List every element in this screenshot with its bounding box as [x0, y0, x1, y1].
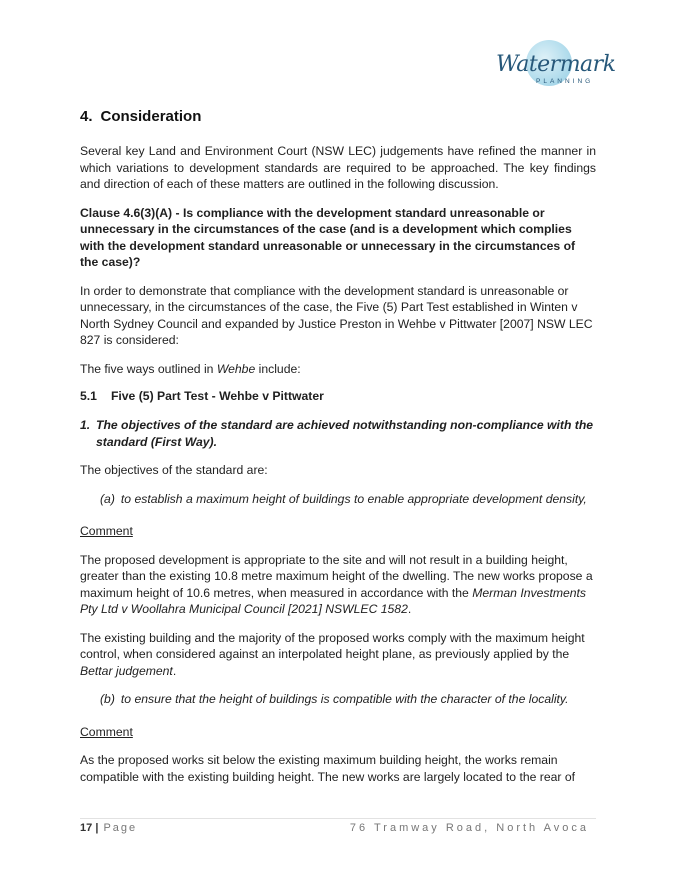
- subsection-number: 5.1: [80, 389, 97, 403]
- subsection-title: Five (5) Part Test - Wehbe v Pittwater: [110, 389, 324, 403]
- objective-b: [100, 691, 596, 708]
- comment-1-case: Merman Investments Pty Ltd v Woollahra Municipal Council [2021] NSWLEC 1582: [80, 585, 587, 616]
- logo-subtitle: PLANNING: [536, 78, 594, 85]
- objective-a: [100, 491, 596, 508]
- objective-a-marker: (a): [100, 491, 115, 506]
- footer-page-number: [80, 822, 137, 834]
- objective-b-marker: (b): [100, 692, 115, 706]
- page-number: 17: [80, 822, 93, 834]
- section-heading: [80, 108, 596, 125]
- section-title: Consideration: [100, 108, 202, 125]
- five-ways-text: The five ways outlined in: [80, 361, 217, 376]
- objective-b-text: to ensure that the height of buildings is compatible with the character of the locality.: [120, 692, 569, 706]
- comment-2-case: Bettar judgement: [80, 663, 173, 678]
- five-ways-case: Wehbe: [216, 361, 256, 376]
- list-item-text: The objectives of the standard are achieved notwithstanding non-compliance with the standard (First Way).: [96, 418, 594, 449]
- comment-paragraph-3: As the proposed works sit below the existing maximum building height, the works remain compatible with the existing building height. The new works are largely located to the rear of: [80, 753, 575, 784]
- page-separator: |: [95, 822, 99, 834]
- subsection-heading: [80, 389, 596, 403]
- comment-1-suffix: .: [407, 602, 412, 616]
- page-content: [80, 108, 596, 797]
- footer-address: 76 Tramway Road, North Avoca: [349, 822, 589, 834]
- comment-label: Comment: [80, 524, 133, 538]
- list-item-marker: 1.: [80, 418, 91, 432]
- comment-paragraph-1: [80, 552, 596, 618]
- objective-a-text: to establish a maximum height of buildings to enable appropriate development density,: [120, 491, 587, 506]
- comment-2-suffix: .: [172, 663, 177, 678]
- comment-paragraph-2: [80, 630, 596, 680]
- comment-label: Comment: [80, 724, 133, 739]
- comment-2-text: The existing building and the majority of the proposed works comply with the maximum height control, when considered against an interpolated height plane, as previously applied by the: [80, 630, 585, 661]
- five-ways-paragraph: [80, 361, 596, 378]
- five-ways-suffix: include:: [255, 361, 301, 376]
- comment-1-text: The proposed development is appropriate to the site and will not result in a building height, greater than the existing 10.8 metre maximum height of the dwelling. The new works propose a maximum height of 10.6 metres, when measured in accordance with the: [80, 552, 593, 600]
- demonstrate-paragraph: In order to demonstrate that compliance with the development standard is unreasonable or unnecessary, in the circumstances of the case, the Five (5) Part Test established in Winten v North Sydney Council and expanded by Justice Preston in Wehbe v Pittwater [2007] NSW LEC 827 is considered:: [80, 283, 593, 347]
- watermark-planning-logo: [496, 38, 616, 96]
- logo-wordmark: Watermark: [496, 52, 616, 77]
- list-item: [80, 417, 596, 450]
- page-word: Page: [103, 822, 138, 834]
- section-number: 4.: [80, 108, 93, 125]
- clause-heading: Clause 4.6(3)(A) - Is compliance with the development standard unreasonable or unnecessary in the circumstances of the case (and is a development which complies with the development standard unreasonable or unnecessary in the circumstances of the case)?: [80, 205, 576, 269]
- objectives-intro: The objectives of the standard are:: [80, 463, 268, 477]
- intro-paragraph: Several key Land and Environment Court (NSW LEC) judgements have refined the manner in which variations to development standards are required to be approached. The key findings and direction of each of these matters are outlined in the following discussion.: [80, 144, 596, 191]
- footer-divider: [80, 818, 596, 819]
